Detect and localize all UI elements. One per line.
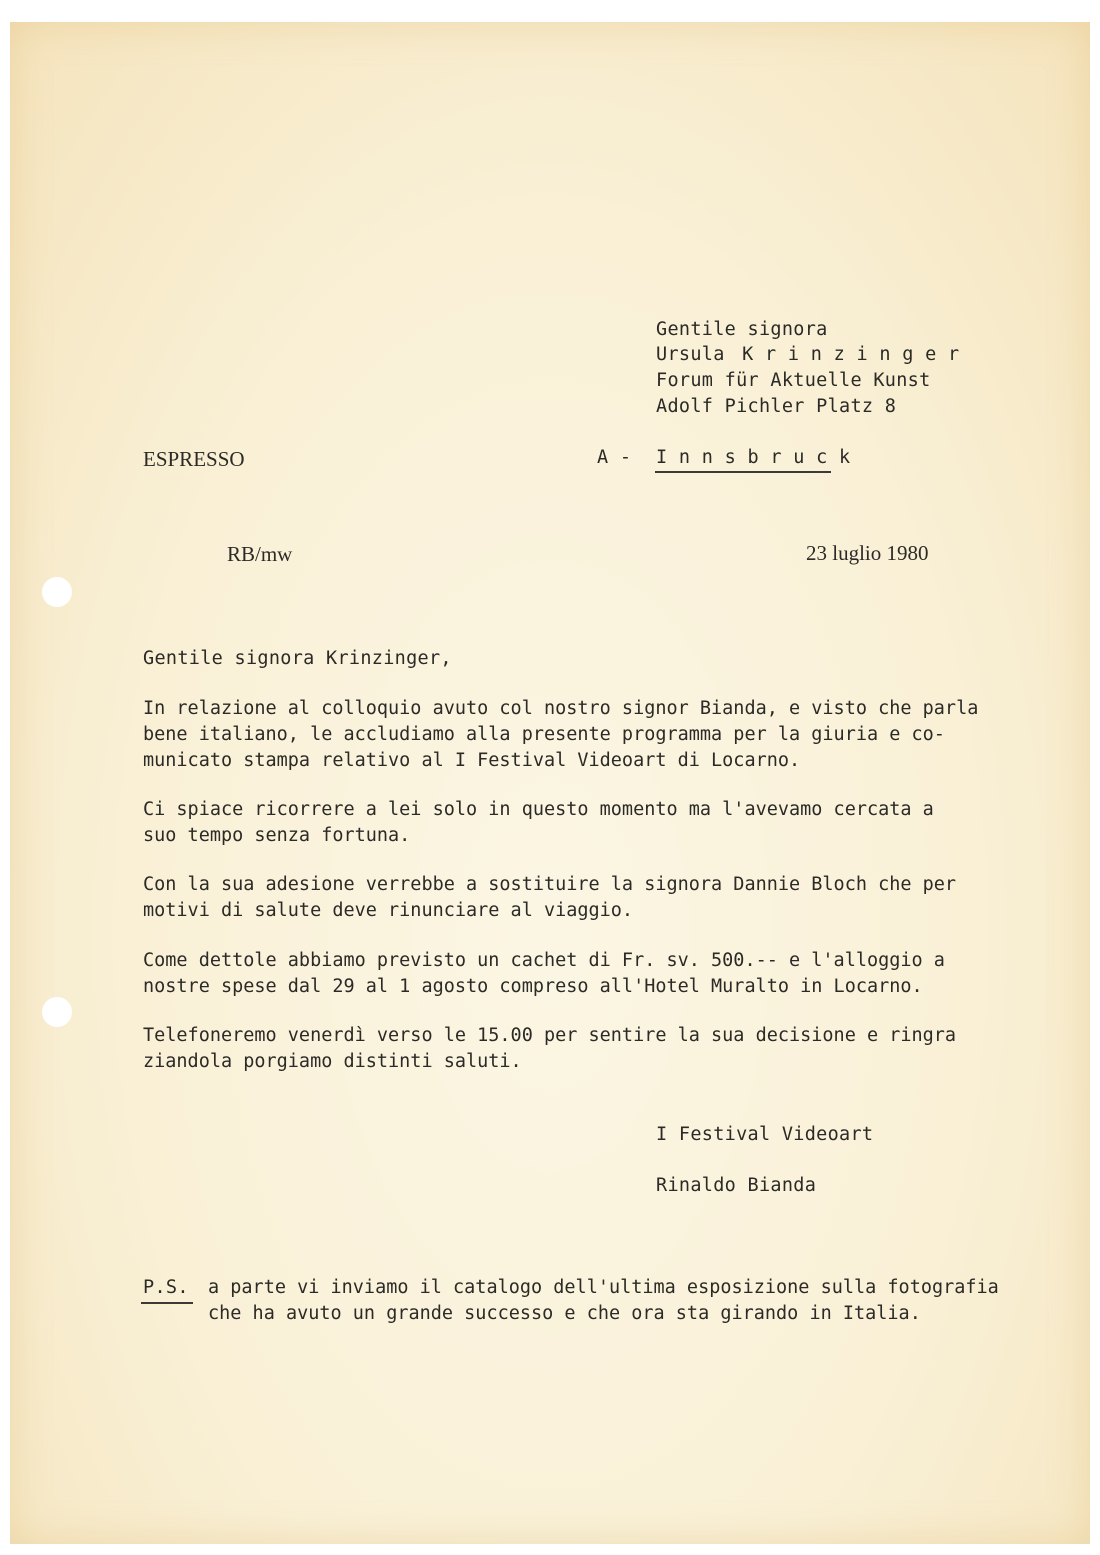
signature-organization: I Festival Videoart xyxy=(656,1124,874,1145)
recipient-organization: Forum für Aktuelle Kunst xyxy=(656,370,931,391)
postscript-line: a parte vi inviamo il catalogo dell'ultima esposizione sulla fotografia xyxy=(208,1277,999,1298)
recipient-last-name: K r i n z i n g e r xyxy=(742,344,960,365)
body-line: In relazione al colloquio avuto col nostro signor Bianda, e visto che parla xyxy=(143,698,979,719)
punch-hole-top xyxy=(42,577,72,607)
city-underline xyxy=(655,471,831,473)
body-paragraph-2 xyxy=(143,797,973,849)
letter-date: 23 luglio 1980 xyxy=(806,541,929,565)
recipient-salutation: Gentile signora xyxy=(656,319,828,340)
recipient-city: I n n s b r u c k xyxy=(656,447,851,468)
recipient-name xyxy=(656,344,959,365)
postscript-text xyxy=(208,1275,999,1327)
body-paragraph-3 xyxy=(143,872,973,924)
body-line: bene italiano, le accludiamo alla presente programma per la giuria e co- xyxy=(143,724,945,745)
body-paragraph-1 xyxy=(143,696,979,774)
delivery-note: ESPRESSO xyxy=(143,447,245,471)
body-line: Con la sua adesione verrebbe a sostituire la signora Dannie Bloch che per xyxy=(143,874,957,895)
recipient-street: Adolf Pichler Platz 8 xyxy=(656,396,897,417)
body-line: nostre spese dal 29 al 1 agosto compreso all'Hotel Muralto in Locarno. xyxy=(143,976,923,997)
recipient-first-name: Ursula xyxy=(656,344,725,365)
postscript-label-underline xyxy=(141,1302,193,1304)
postscript-line: che ha avuto un grande successo e che ora sta girando in Italia. xyxy=(208,1303,921,1324)
body-line: motivi di salute deve rinunciare al viaggio. xyxy=(143,900,634,921)
greeting: Gentile signora Krinzinger, xyxy=(143,648,452,669)
recipient-country-prefix: A - xyxy=(597,447,632,468)
body-line: suo tempo senza fortuna. xyxy=(143,825,411,846)
body-line: Telefoneremo venerdì verso le 15.00 per sentire la sua decisione e ringra xyxy=(143,1025,957,1046)
punch-hole-bottom xyxy=(42,997,72,1027)
reference-initials: RB/mw xyxy=(227,542,293,566)
body-paragraph-4 xyxy=(143,948,973,1000)
body-paragraph-5 xyxy=(143,1023,973,1075)
body-line: municato stampa relativo al I Festival Videoart di Locarno. xyxy=(143,750,801,771)
postscript-label: P.S. xyxy=(143,1277,189,1298)
body-line: Come dettole abbiamo previsto un cachet di Fr. sv. 500.-- e l'alloggio a xyxy=(143,950,945,971)
body-line: ziandola porgiamo distinti saluti. xyxy=(143,1051,522,1072)
body-line: Ci spiace ricorrere a lei solo in questo momento ma l'avevamo cercata a xyxy=(143,799,934,820)
signature-name: Rinaldo Bianda xyxy=(656,1175,817,1196)
